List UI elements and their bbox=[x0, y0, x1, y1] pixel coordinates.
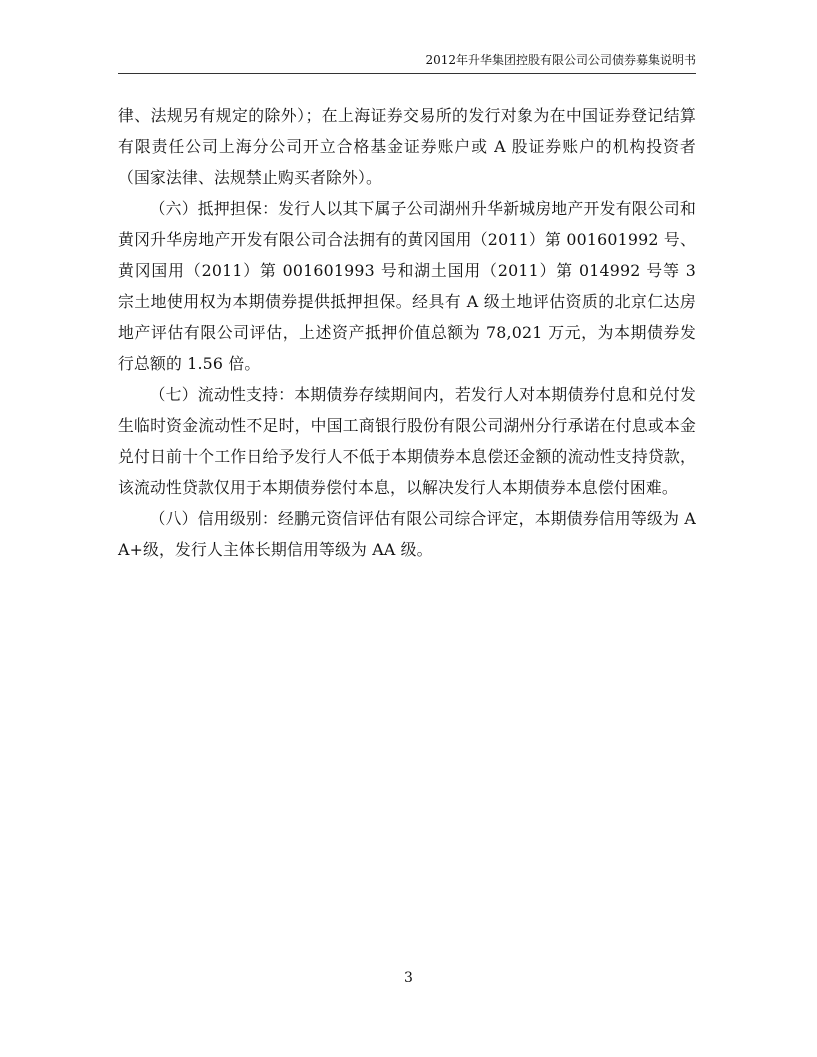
body-text bbox=[118, 100, 696, 565]
document-title: 2012年升华集团控股有限公司公司债券募集说明书 bbox=[425, 53, 696, 67]
paragraph-continuation: 律、法规另有规定的除外）；在上海证券交易所的发行对象为在中国证券登记结算有限责任公司上海分公司开立合格基金证券账户或 A 股证券账户的机构投资者（国家法律、法规禁止购买者除外）。 bbox=[118, 106, 696, 187]
page-number: 3 bbox=[404, 970, 413, 986]
paragraph-credit-rating: （八）信用级别：经鹏元资信评估有限公司综合评定，本期债券信用等级为 AA+级，发行人主体长期信用等级为 AA 级。 bbox=[118, 509, 696, 559]
header-divider bbox=[118, 73, 696, 74]
paragraph-mortgage-guarantee: （六）抵押担保：发行人以其下属子公司湖州升华新城房地产开发有限公司和黄冈升华房地产开发有限公司合法拥有的黄冈国用（2011）第 001601992 号、黄冈国用（2011）第 001601993 号和湖土国用（2011）第 014992 号等 3 宗土地使用权为本期债券提供抵押担保。经具有 A 级土地评估资质的北京仁达房地产评估有限公司评估，上述资产抵押价值总额为 78,021 万元，为本期债券发行总额的 1.56 倍。 bbox=[118, 199, 696, 373]
paragraph-liquidity-support: （七）流动性支持：本期债券存续期间内，若发行人对本期债券付息和兑付发生临时资金流动性不足时，中国工商银行股份有限公司湖州分行承诺在付息或本金兑付日前十个工作日给予发行人不低于本期债券本息偿还金额的流动性支持贷款，该流动性贷款仅用于本期债券偿付本息，以解决发行人本期债券本息偿付困难。 bbox=[118, 385, 696, 497]
page-header bbox=[118, 52, 696, 72]
